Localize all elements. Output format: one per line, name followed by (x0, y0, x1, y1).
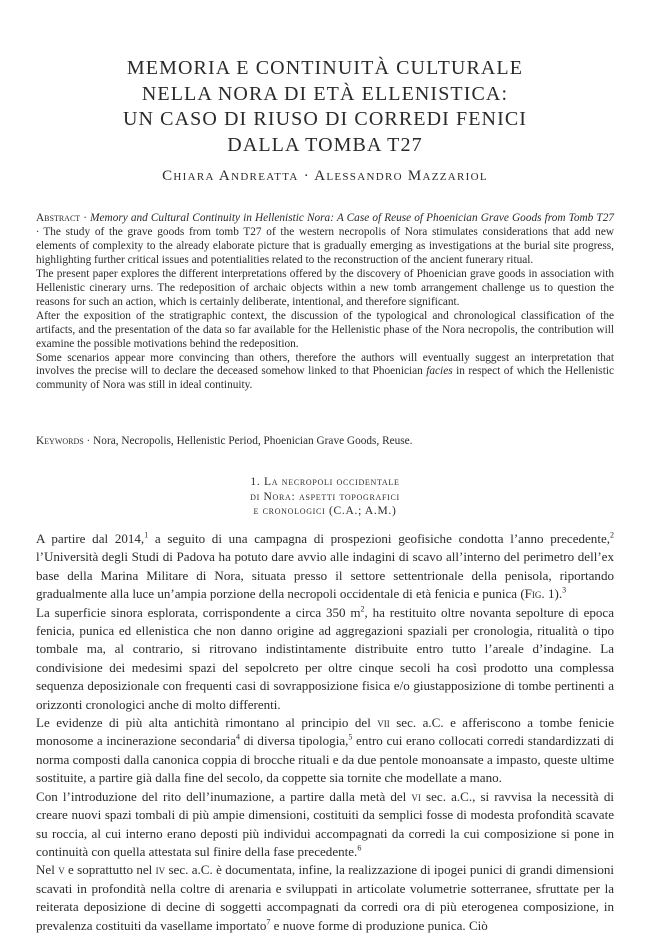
text-run: a seguito di una campagna di prospezioni geofisiche condotta l’anno precedente, (148, 531, 611, 546)
title-line: UN CASO DI RIUSO DI CORREDI FENICI (122, 108, 528, 131)
text-run: sec. a.C., si ravvisa la necessità di creare nuovi spazi tombali di più ampie dimensioni, costituiti da semplici fosse di modesta profondità scavate su roccia, al cui interno erano deposti più individui accompagnati da corredi la cui composizione si pone in continuità con quella attestata sul finire della fase precedente. (36, 788, 614, 859)
text-run: di diversa tipologia, (240, 733, 349, 749)
article-title (0, 56, 650, 158)
text-run: Con l’introduzione del rito dell’inumazione, a partire dalla metà del (36, 788, 412, 804)
text-run: e soprattutto nel (64, 862, 156, 878)
section-heading-line: di Nora: aspetti topografici (250, 490, 400, 503)
superscript: 2 (360, 604, 365, 614)
abstract-english-title: Memory and Cultural Continuity in Hellenistic Nora: A Case of Reuse of Phoenician Grave Goods from Tomb T27 · (36, 212, 614, 238)
roman-century: vi (411, 788, 421, 804)
text-run: A partire dal 2014, (36, 531, 145, 546)
title-line: NELLA NORA DI ETÀ ELLENISTICA: (141, 82, 509, 105)
keywords-text: Nora, Necropolis, Hellenistic Period, Phoenician Grave Goods, Reuse. (90, 435, 413, 447)
body-paragraph (36, 604, 614, 714)
body-paragraph (36, 788, 614, 862)
text-run: Le evidenze di più alta antichità rimontano al principio del (36, 715, 378, 731)
footnote-ref[interactable]: 2 (610, 530, 615, 540)
section-heading (0, 475, 650, 519)
text-run: l’Università degli Studi di Padova ha potuto dare avvio alle indagini di scavo all’interno del perimetro dell’ex base della Marina Militare di Nora, situata presso il settore settentrionale della penisola, riportando gradualmente alla luce un’ampia porzione della necropoli occidentale di età fenicia e punica ( (36, 549, 614, 602)
body-paragraph (36, 861, 614, 935)
abstract-paragraph: The present paper explores the different interpretations offered by the discovery of Phoenician grave goods in association with Hellenistic cinerary urns. The redeposition of archaic objects within a new tomb arrangement challenge us to question the reasons for such an action, which is certainly deliberate, intentional, and therefore significant. (36, 267, 614, 308)
abstract-text: The study of the grave goods from tomb T27 of the western necropolis of Nora stimulates considerations that add new elements of complexity to the already elaborate picture that is gradually emerging as investigations at the burial site progress, highlighting further critical issues and potentialities related to the reconstruction of the ancient funerary ritual. (36, 225, 614, 266)
footnote-ref[interactable]: 4 (236, 733, 240, 743)
section-heading-line: 1. La necropoli occidentale (250, 476, 400, 488)
footnote-ref[interactable]: 7 (266, 917, 271, 927)
footnote-ref[interactable]: 5 (348, 733, 353, 743)
abstract-paragraph (36, 212, 614, 268)
text-run: entro cui erano collocati corredi standardizzati di norma composti dalla canonica coppia di brocche rituali e da due pentole monoansate a impasto, queste ultime sostituite, a partire già dalla fine del secolo, da coppette sia tornite che modellate a mano. (36, 733, 614, 786)
text-run: , ha restituito oltre novanta sepolture di epoca fenicia, punica ed ellenistica che non danno origine ad aggregazioni spaziali per cronologia, ritualità o tipo tombale ma, al contrario, si ritrovano indistintamente distribuite entro tutto l’areale d’indagine. La condivisione dei medesimi spazi del sepolcreto per oltre cinque secoli ha così prodotto una complessa sequenza deposizionale con frequenti casi di sovrapposizione fisica e/o giustapposizione di tombe pertinenti a orizzonti cronologici anche di molto differenti. (36, 604, 614, 712)
abstract-text: in respect of which the Hellenistic community of Nora was still in ideal continuity. (36, 365, 614, 392)
body-text (36, 530, 614, 935)
text-run: sec. a.C. e afferiscono a tombe fenicie monosome a incinerazione secondaria (36, 715, 614, 749)
text-run: e nuove forme di produzione punica. Ciò (270, 917, 488, 933)
footnote-ref[interactable]: 3 (562, 585, 567, 595)
footnote-ref[interactable]: 1 (144, 530, 149, 540)
text-run: La superficie sinora esplorata, corrispondente a circa 350 m (36, 604, 361, 620)
roman-century: v (58, 862, 65, 878)
keywords-label: Keywords · (36, 435, 91, 447)
abstract-label: Abstract · (36, 212, 88, 224)
text-run: Nel (36, 862, 59, 878)
figure-ref[interactable]: Fig. 1 (524, 586, 555, 602)
abstract-text: Some scenarios appear more convincing than others, therefore the authors will eventually suggest an interpretation that involves the precise will to declare the deceased somehow linked to that Phoenician (36, 351, 614, 378)
roman-century: vii (377, 715, 390, 731)
text-run: ). (554, 586, 563, 602)
title-line: DALLA TOMBA T27 (227, 133, 423, 156)
title-line: MEMORIA E CONTINUITÀ CULTURALE (126, 57, 524, 79)
keywords (36, 435, 614, 447)
body-paragraph (36, 714, 614, 788)
roman-century: iv (155, 862, 166, 878)
abstract (36, 212, 614, 393)
text-run: sec. a.C. è documentata, infine, la realizzazione di ipogei punici di grandi dimensioni scavati in profondità nella coltre di arenaria e sviluppati in articolate volumetrie sotterranee, sfruttate per la reiterata deposizione di decine di soggetti accompagnati da corredi ora di più eterogenea composizione, in prevalenza costituiti da vasellame importato (36, 862, 614, 933)
section-heading-line: e cronologici (C.A.; A.M.) (253, 505, 397, 518)
abstract-paragraph: After the exposition of the stratigraphic context, the discussion of the typological and chronological classification of the artifacts, and the presentation of the data so far available for the Hellenistic phase of the Nora necropolis, the contribution will examine the possible motivations behind the redeposition. (36, 309, 614, 350)
article-authors: Chiara Andreatta · Alessandro Mazzariol (162, 168, 488, 184)
abstract-italic-term: facies (426, 365, 453, 378)
body-paragraph (36, 530, 614, 604)
footnote-ref[interactable]: 6 (357, 843, 362, 853)
abstract-paragraph (36, 352, 614, 394)
